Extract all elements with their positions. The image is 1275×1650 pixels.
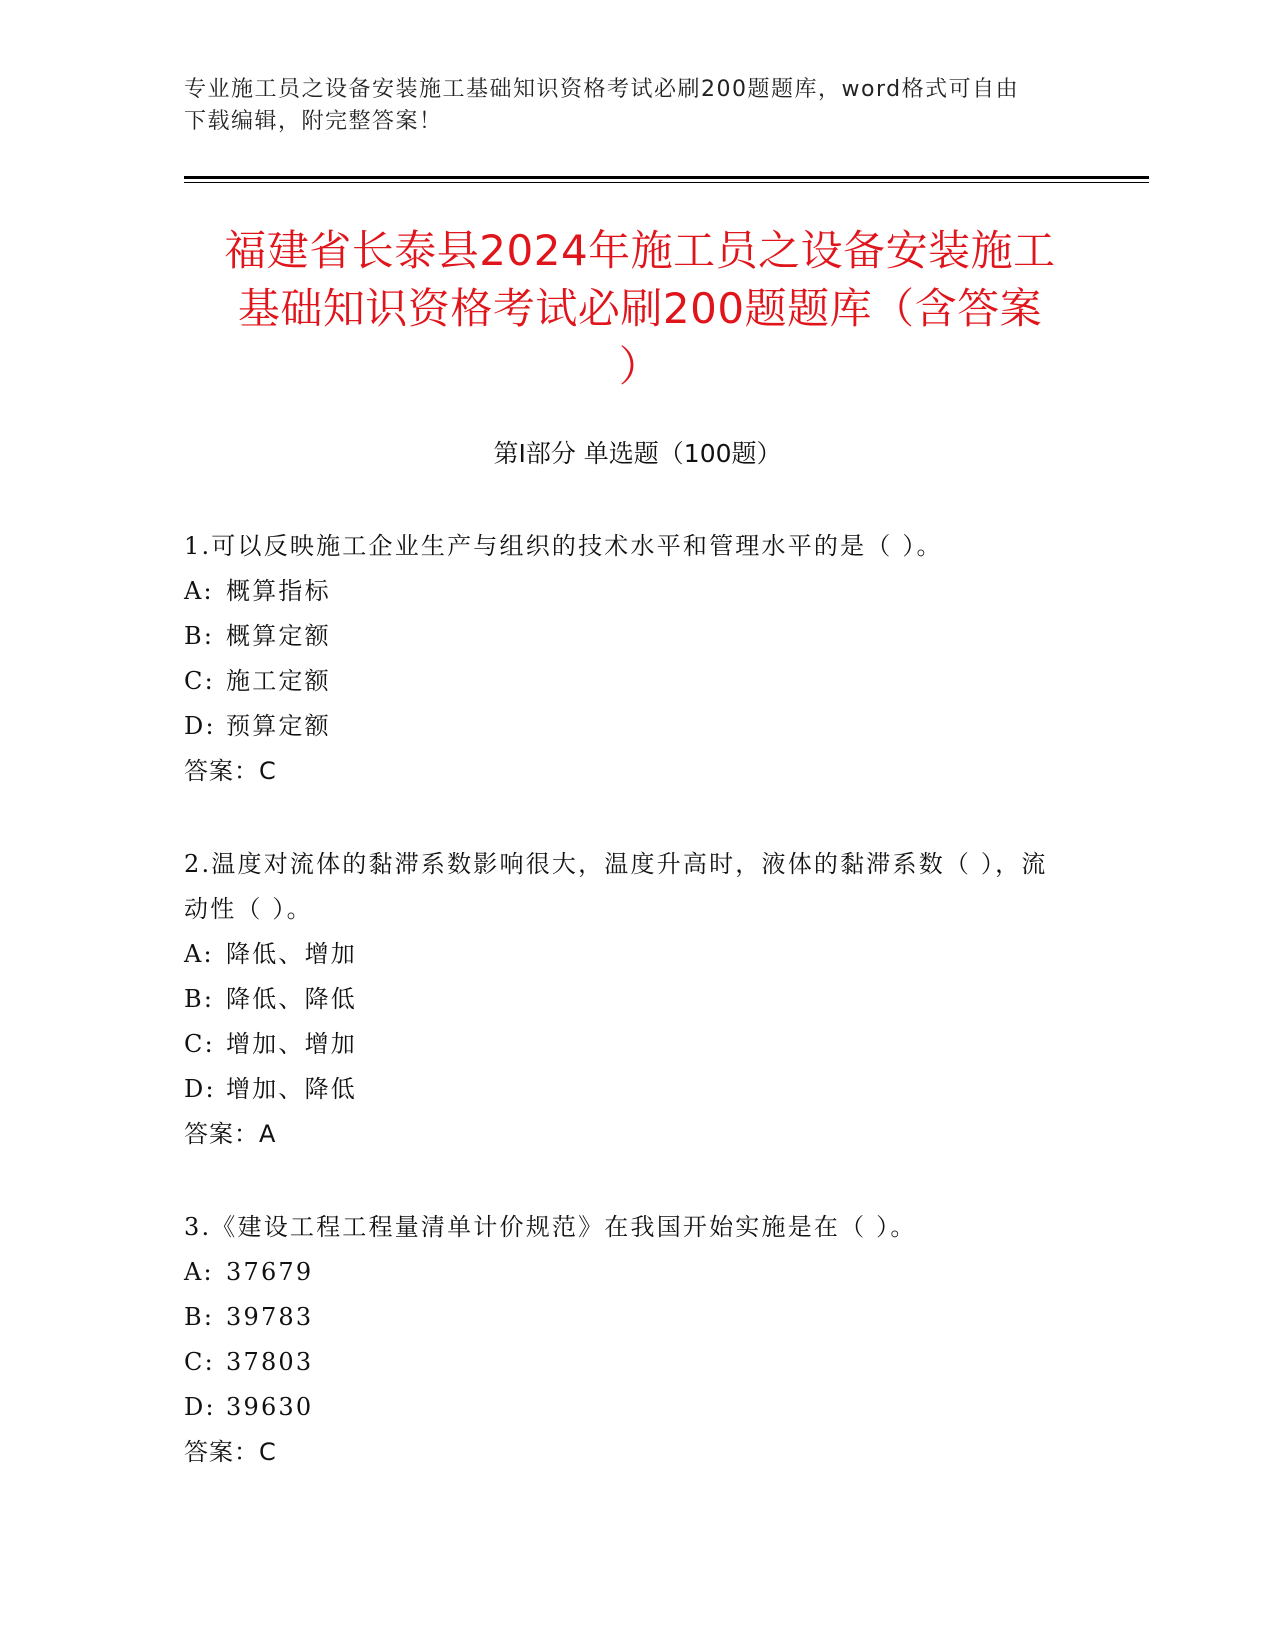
option-c <box>184 1022 1064 1067</box>
document-title-line-2: 基础知识资格考试必刷200题题库（含答案 <box>237 284 1043 333</box>
option-d <box>184 1385 1064 1430</box>
option-text: 39630 <box>226 1393 314 1421</box>
option-text: 39783 <box>226 1303 314 1331</box>
document-title-line-1: 福建省长泰县2024年施工员之设备安装施工 <box>224 226 1056 275</box>
option-key: B: <box>184 1303 215 1331</box>
option-key: B: <box>184 985 215 1013</box>
option-key: B: <box>184 622 215 650</box>
answer: 答案：A <box>184 1120 277 1148</box>
question-3 <box>184 1205 1064 1475</box>
option-text: 预算定额 <box>226 712 331 740</box>
option-text: 施工定额 <box>226 667 331 695</box>
option-key: D: <box>184 1075 216 1103</box>
option-key: D: <box>184 1393 216 1421</box>
option-key: A: <box>184 1258 214 1286</box>
option-c <box>184 659 1064 704</box>
answer: 答案：C <box>184 1438 277 1466</box>
option-text: 降低、降低 <box>226 985 357 1013</box>
question-stem: 1.可以反映施工企业生产与组织的技术水平和管理水平的是（ ）。 <box>184 532 943 560</box>
option-b <box>184 977 1064 1022</box>
option-key: A: <box>184 577 214 605</box>
option-text: 37679 <box>226 1258 314 1286</box>
option-text: 概算定额 <box>226 622 331 650</box>
option-d <box>184 704 1064 749</box>
option-a <box>184 569 1064 614</box>
question-stem: 2.温度对流体的黏滞系数影响很大，温度升高时，液体的黏滞系数（ ），流动性（ ）。 <box>184 850 1048 923</box>
option-c <box>184 1340 1064 1385</box>
option-a <box>184 932 1064 977</box>
header-note-line-2: 下载编辑，附完整答案！ <box>184 109 443 134</box>
option-text: 概算指标 <box>226 577 331 605</box>
option-text: 37803 <box>226 1348 314 1376</box>
option-text: 增加、降低 <box>226 1075 357 1103</box>
header-divider-thin <box>184 182 1149 183</box>
question-list <box>184 524 1064 1523</box>
answer: 答案：C <box>184 757 277 785</box>
option-b <box>184 614 1064 659</box>
option-key: C: <box>184 667 215 695</box>
option-key: A: <box>184 940 214 968</box>
document-title <box>140 222 1140 396</box>
header-note-line-1: 专业施工员之设备安装施工基础知识资格考试必刷200题题库，word格式可自由 <box>184 77 1020 102</box>
option-key: C: <box>184 1030 215 1058</box>
document-title-line-3: ） <box>618 342 662 391</box>
question-stem: 3.《建设工程工程量清单计价规范》在我国开始实施是在（ ）。 <box>184 1213 917 1241</box>
option-key: D: <box>184 712 216 740</box>
question-1 <box>184 524 1064 794</box>
option-a <box>184 1250 1064 1295</box>
header-divider-thick <box>184 176 1149 179</box>
option-text: 增加、增加 <box>226 1030 357 1058</box>
option-b <box>184 1295 1064 1340</box>
option-key: C: <box>184 1348 215 1376</box>
header-note <box>184 74 1064 138</box>
option-text: 降低、增加 <box>226 940 357 968</box>
section-heading: 第Ⅰ部分 单选题（100题） <box>493 439 782 468</box>
option-d <box>184 1067 1064 1112</box>
question-2 <box>184 842 1064 1157</box>
